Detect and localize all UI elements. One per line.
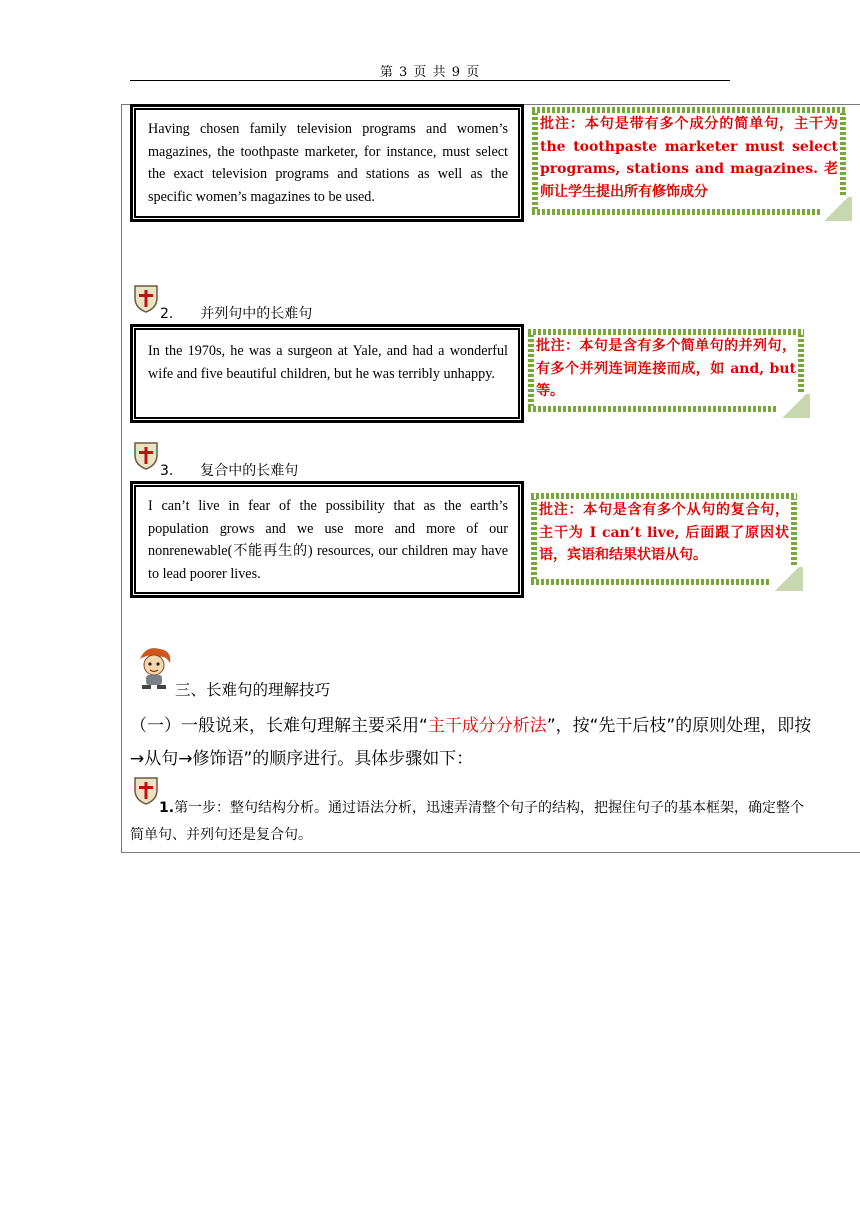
cartoon-character-icon <box>132 645 176 691</box>
intro-paragraph-line-1: （一）一般说来，长难句理解主要采用“主干成分分析法”，按“先干后枝”的原则处理，即按 <box>130 716 812 736</box>
page-fold-icon <box>771 567 803 591</box>
section-2-number: 2. <box>160 306 174 322</box>
section-2-title: 并列句中的长难句 <box>200 306 313 322</box>
example-3-sentence: I can’t live in fear of the possibility that as the earth’s population grows and we use more and more of our nonrenewable(不能再生的) resources, our children may have to lead poorer lives. <box>148 498 508 582</box>
header-rule <box>130 80 730 81</box>
example-2-note-text: 批注：本句是含有多个简单句的并列句，有多个并列连词连接而成，如 and, but 等。 <box>536 338 796 399</box>
section-3-title: 复合中的长难句 <box>200 463 299 479</box>
section-3-heading <box>160 460 298 480</box>
example-2-note <box>522 323 810 418</box>
example-3-note-text: 批注：本句是含有多个从句的复合句，主干为 I can’t live, 后面跟了原因状语，宾语和结果状语从句。 <box>539 502 789 563</box>
shield-icon <box>133 283 159 313</box>
part-3-title: 三、长难句的理解技巧 <box>175 681 331 699</box>
example-1-note-text: 批注：本句是带有多个成分的简单句，主干为 the toothpaste marketer must select programs, stations and magazines. 老师让学生提出所有修饰成分 <box>540 116 838 200</box>
example-1-sentence: Having chosen family television programs and women’s magazines, the toothpaste marketer, for instance, must select the exact television programs and stations as well as the specific women’s magazines to be used. <box>148 121 508 205</box>
section-3-number: 3. <box>160 463 174 479</box>
step-1-line-2: 简单句、并列句还是复合句。 <box>130 827 312 843</box>
example-1-note <box>526 101 852 221</box>
example-3-note <box>525 487 803 591</box>
method-highlight: 主干成分分析法 <box>427 716 547 736</box>
intro-paragraph-line-2: →从句→修饰语”的顺序进行。具体步骤如下： <box>130 749 474 769</box>
example-1-box <box>132 106 522 220</box>
example-2-box <box>132 326 522 421</box>
step-1-line-1: 1.第一步：整句结构分析。通过语法分析，迅速弄清整个句子的结构，把握住句子的基本框架，确定整个 <box>159 800 805 816</box>
page-header: 第 3 页 共 9 页 <box>379 65 481 80</box>
shield-icon <box>133 775 159 805</box>
shield-icon <box>133 440 159 470</box>
section-2-heading <box>160 303 312 323</box>
example-3-box <box>132 483 522 596</box>
example-2-sentence: In the 1970s, he was a surgeon at Yale, and had a wonderful wife and five beautiful children, but he was terribly unhappy. <box>148 343 508 382</box>
